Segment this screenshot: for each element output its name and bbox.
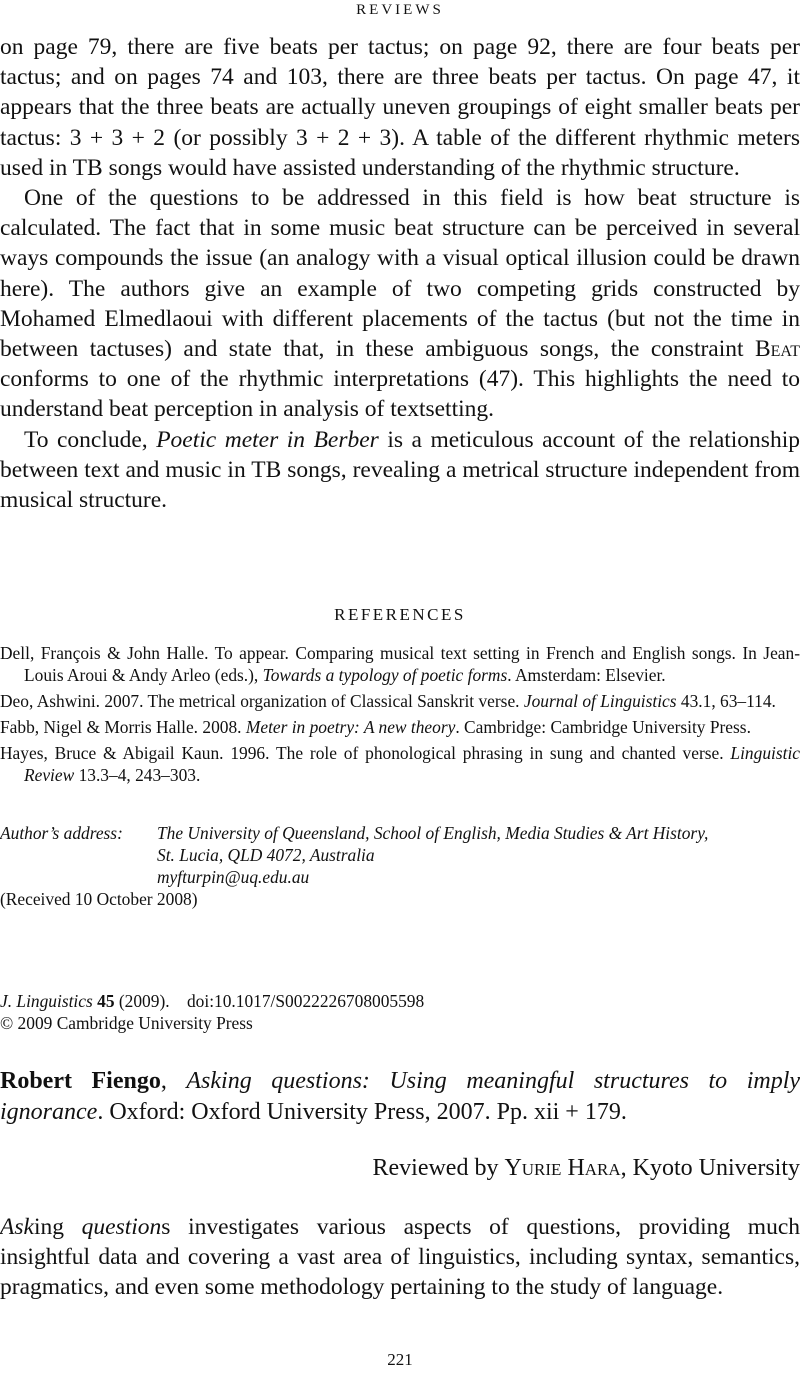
review-paragraph-1: Asking questions investigates various aspects of questions, providing much insightful data and covering a vast area of linguistics, including syntax, semantics, pragmatics, and even some methodology pertaining to the study of language. bbox=[0, 1214, 800, 1301]
journal-name: J. Linguistics bbox=[0, 991, 93, 1011]
references-list bbox=[0, 642, 800, 790]
journal-meta: J. Linguistics 45 (2009). doi:10.1017/S0022226708005598 © 2009 Cambridge University Press bbox=[0, 990, 800, 1034]
journal-volume: 45 bbox=[97, 991, 115, 1011]
author-email: myfturpin@uq.edu.au bbox=[157, 867, 310, 887]
reference-item: Deo, Ashwini. 2007. The metrical organization of Classical Sanskrit verse. Journal of Linguistics 43.1, 63–114. bbox=[0, 691, 776, 711]
beat-constraint: Beat bbox=[754, 336, 800, 363]
paragraph-1: on page 79, there are five beats per tactus; on page 92, there are four beats per tactus; and on pages 74 and 103, there are three beats per tactus. On page 47, it appears that the three beats are actually uneven groupings of eight smaller beats per tactus: 3 + 3 + 2 (or possibly 3 + 2 + 3). A table of the different rhythmic meters used in TB songs would have assisted understanding of the rhythmic structure. bbox=[0, 34, 800, 181]
book-title: Poetic meter in Berber bbox=[156, 426, 379, 453]
reviewer-affiliation: , Kyoto University bbox=[620, 1155, 800, 1181]
address-label: Author’s address: bbox=[0, 823, 123, 843]
reviewer-name: Yurie Hara bbox=[504, 1155, 621, 1181]
received-date: (Received 10 October 2008) bbox=[0, 889, 198, 909]
author-address bbox=[0, 822, 800, 910]
copyright: © 2009 Cambridge University Press bbox=[0, 1013, 253, 1033]
publication-info: . Oxford: Oxford University Press, 2007. Pp. xii + 179. bbox=[97, 1099, 627, 1125]
page-number: 221 bbox=[387, 1350, 413, 1369]
reference-item: Hayes, Bruce & Abigail Kaun. 1996. The role of phonological phrasing in sung and chanted verse. Linguistic Review 13.3–4, 243–303. bbox=[0, 743, 800, 785]
address-line: The University of Queensland, School of English, Media Studies & Art History, bbox=[157, 823, 709, 843]
reference-item: Fabb, Nigel & Morris Halle. 2008. Meter in poetry: A new theory. Cambridge: Cambridge University Press. bbox=[0, 717, 751, 737]
reference-item: Dell, François & John Halle. To appear. Comparing musical text setting in French and English songs. In Jean-Louis Aroui & Andy Arleo (eds.), Towards a typology of poetic forms. Amsterdam: Elsevier. bbox=[0, 643, 800, 685]
doi: doi:10.1017/S0022226708005598 bbox=[186, 991, 425, 1011]
review-body bbox=[0, 1212, 800, 1303]
reviewed-book-title: Asking questions: Using meaningful structures to imply ignorance bbox=[0, 1068, 800, 1125]
references-heading: REFERENCES bbox=[334, 605, 466, 624]
paragraph-2: One of the questions to be addressed in this field is how beat structure is calculated. The fact that in some music beat structure can be perceived in several ways compounds the issue (an analogy with a visual optical illusion could be drawn here). The authors give an example of two competing grids constructed by Mohamed Elmedlaoui with different placements of the tactus (but not the time in between tactuses) and state that, in these ambiguous songs, the constraint Beat conforms to one of the rhythmic interpretations (47). This highlights the need to understand beat perception in analysis of textsetting. bbox=[0, 185, 800, 423]
reviewer-line: Reviewed by Yurie Hara, Kyoto University bbox=[372, 1155, 800, 1181]
address-line: St. Lucia, QLD 4072, Australia bbox=[157, 845, 375, 865]
book-author: Robert Fiengo bbox=[0, 1068, 161, 1094]
paragraph-3: To conclude, Poetic meter in Berber is a meticulous account of the relationship between text and music in TB songs, revealing a metrical structure independent from musical structure. bbox=[0, 426, 800, 514]
review-header: Robert Fiengo, Asking questions: Using meaningful structures to imply ignorance. Oxford: Oxford University Press, 2007. Pp. xii + 179. bbox=[0, 1068, 800, 1125]
running-head: REVIEWS bbox=[356, 2, 444, 18]
body-text bbox=[0, 32, 800, 515]
